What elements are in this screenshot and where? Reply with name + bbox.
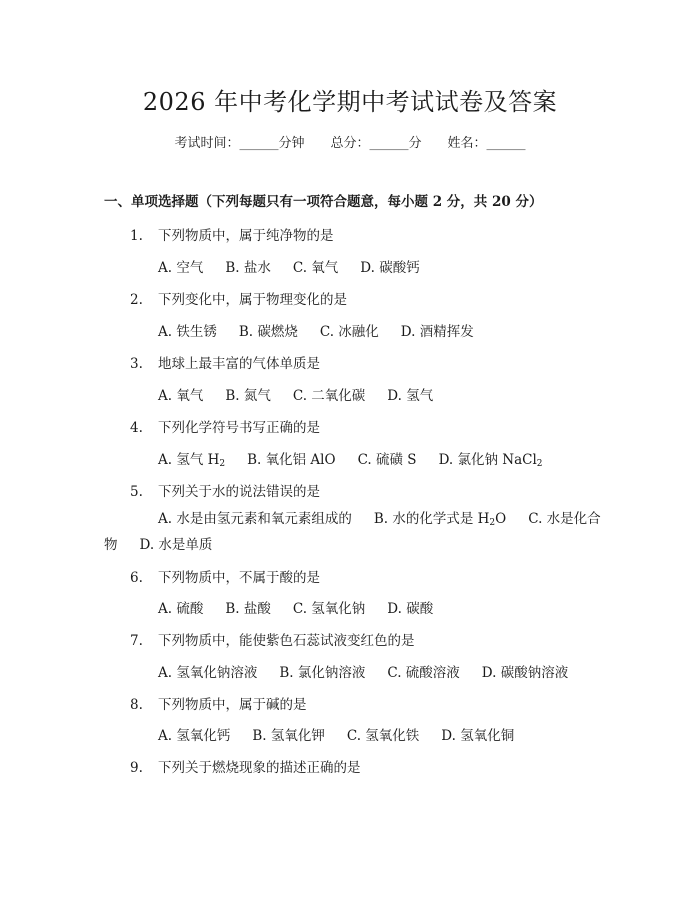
section-heading: 一、单项选择题（下列每题只有一项符合题意，每小题 2 分，共 20 分） (104, 194, 543, 210)
question-5 (130, 480, 320, 500)
question-6 (130, 566, 320, 586)
question-text: 下列物质中，属于碱的是 (158, 697, 307, 713)
question-7-options (158, 661, 568, 681)
question-text: 下列化学符号书写正确的是 (158, 420, 320, 436)
option-d[interactable]: D. 氢气 (387, 388, 434, 404)
option-d[interactable]: D. 水是单质 (139, 537, 213, 553)
option-b-text: B. 水的化学式是 H (373, 511, 490, 527)
option-a[interactable]: A. 水是由氢元素和氧元素组成的 (158, 511, 352, 527)
option-c[interactable]: C. 水是化合物 (104, 511, 601, 553)
option-c[interactable]: C. 硫酸溶液 (387, 665, 460, 681)
question-number: 1. (130, 228, 143, 244)
question-2-options (158, 320, 496, 340)
option-d[interactable]: D. 碳酸钠溶液 (481, 665, 569, 681)
question-number: 4. (130, 420, 143, 436)
option-d-text: D. 氯化钠 NaCl (438, 452, 537, 468)
subscript: 2 (219, 459, 226, 469)
subscript: 2 (489, 518, 496, 528)
question-text: 下列物质中，能使紫色石蕊试液变红色的是 (158, 633, 415, 649)
option-a[interactable]: A. 硫酸 (158, 601, 204, 617)
exam-title: 2026 年中考化学期中考试试卷及答案 (142, 88, 558, 116)
question-number: 9. (130, 760, 143, 776)
option-a[interactable]: A. 氧气 (158, 388, 204, 404)
option-c[interactable]: C. 二氧化碳 (292, 388, 366, 404)
option-b[interactable]: B. 氮气 (225, 388, 271, 404)
question-text: 下列关于燃烧现象的描述正确的是 (158, 760, 361, 776)
option-b[interactable]: B. 氧化铝 AlO (247, 452, 336, 468)
exam-score: 总分：______分 (330, 136, 422, 151)
option-b[interactable]: B. 氢氧化钾 (252, 728, 325, 744)
question-text: 下列变化中，属于物理变化的是 (158, 292, 347, 308)
question-5-options (104, 508, 604, 556)
option-a[interactable]: A. 氢氧化钙 (158, 728, 231, 744)
question-number: 7. (130, 633, 143, 649)
option-c[interactable]: C. 冰融化 (319, 324, 379, 340)
option-d[interactable]: D. 氢氧化铜 (441, 728, 515, 744)
option-a-text: A. 氢气 H (158, 452, 220, 468)
option-d[interactable]: D. 酒精挥发 (400, 324, 474, 340)
option-c[interactable]: C. 氢氧化钠 (292, 601, 366, 617)
option-a[interactable]: A. 铁生锈 (158, 324, 217, 340)
exam-time: 考试时间：______分钟 (174, 136, 305, 151)
option-b[interactable]: B. 氯化钠溶液 (279, 665, 366, 681)
question-text: 下列物质中，不属于酸的是 (158, 570, 320, 586)
question-9 (130, 756, 361, 776)
question-8 (130, 693, 307, 713)
question-1 (130, 224, 334, 244)
option-d[interactable]: D. 碳酸钙 (360, 260, 420, 276)
exam-info (0, 132, 700, 151)
question-number: 8. (130, 697, 143, 713)
question-2 (130, 288, 347, 308)
question-1-options (158, 256, 442, 276)
question-3 (130, 352, 320, 372)
option-a[interactable]: A. 氢氧化钠溶液 (158, 665, 258, 681)
question-8-options (158, 724, 536, 744)
question-6-options (158, 597, 455, 617)
question-4-options (158, 448, 565, 469)
question-text: 地球上最丰富的气体单质是 (158, 356, 320, 372)
question-number: 5. (130, 484, 143, 500)
option-a[interactable]: A. 空气 (158, 260, 204, 276)
option-d[interactable] (439, 452, 543, 468)
student-name: 姓名：______ (447, 136, 526, 151)
question-text: 下列物质中，属于纯净物的是 (158, 228, 334, 244)
question-7 (130, 629, 415, 649)
option-b[interactable]: B. 盐水 (225, 260, 271, 276)
option-a[interactable] (158, 452, 225, 468)
option-b[interactable]: B. 碳燃烧 (238, 324, 298, 340)
question-number: 6. (130, 570, 143, 586)
option-c[interactable]: C. 氢氧化铁 (346, 728, 420, 744)
option-c[interactable]: C. 氧气 (292, 260, 339, 276)
question-number: 3. (130, 356, 143, 372)
question-3-options (158, 384, 455, 404)
option-b[interactable]: B. 盐酸 (225, 601, 271, 617)
option-c[interactable]: C. 硫磺 S (357, 452, 417, 468)
question-text: 下列关于水的说法错误的是 (158, 484, 320, 500)
option-d[interactable]: D. 碳酸 (387, 601, 434, 617)
subscript: 2 (536, 459, 543, 469)
option-b-tail: O (495, 511, 507, 527)
option-b[interactable] (374, 511, 506, 527)
question-4 (130, 416, 320, 436)
question-number: 2. (130, 292, 143, 308)
